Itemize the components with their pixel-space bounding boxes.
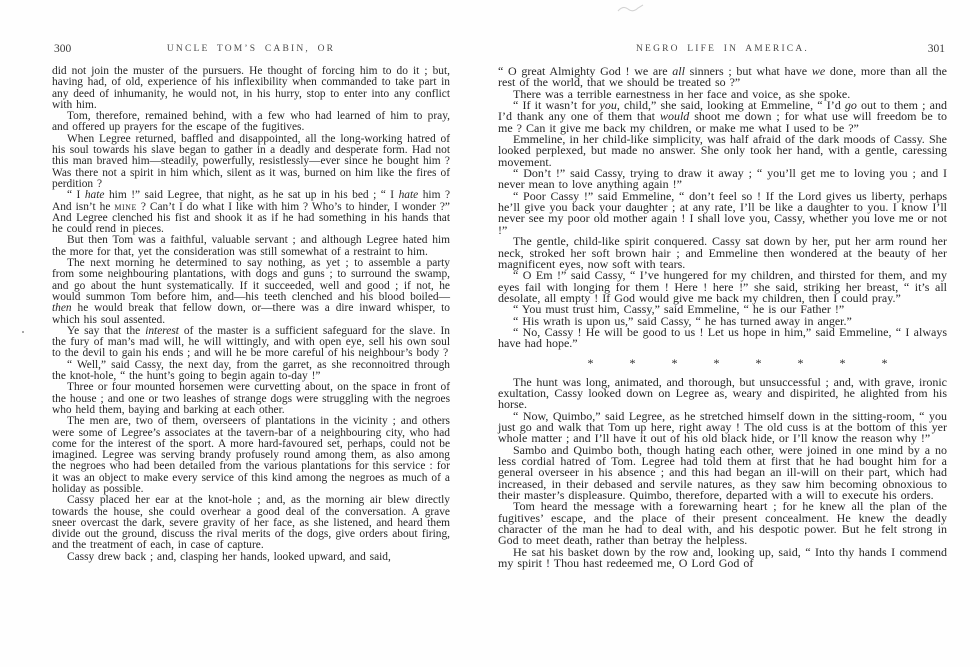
paragraph: There was a terrible earnestness in her face and voice, as she spoke.	[513, 86, 851, 101]
left-page-number: 300	[54, 43, 72, 55]
paragraph: Cassy placed her ear at the knot-hole ; and, as the morning air blew directly towards the house, she could overhear a good deal of the conversation. A grave sneer overcast the dark, severe gravity of her face, as she listened, and heard them divide out the ground, discuss the rival merits of the dogs, give orders about firing, and the treatment of each, in case of capture.	[52, 494, 450, 552]
paragraph: “ You must trust him, Cassy,” said Emmeline, “ he is our Father !”	[513, 302, 845, 317]
scan-speck	[22, 331, 24, 333]
section-break-asterisks: * * * * * * * *	[587, 355, 888, 370]
paragraph: did not join the muster of the pursuers. He thought of forcing him to do it ; but, having had, of old, experience of his inflexibility when commanded to take part in any deed of inhumanity, he would not, in his hurry, stop to enter into any conflict with him.	[52, 65, 450, 111]
paragraph: “ Now, Quimbo,” said Legree, as he stretched himself down in the sitting-room, “ you just go and walk that Tom up here, right away ! The old cuss is at the bottom of this yer whole matter ; and I’ll have it out of his old black hide, or I’ll know the reason why !”	[498, 408, 947, 446]
paragraph: Tom heard the message with a forewarning heart ; for he knew all the plan of the fugitives’ escape, and the place of their present concealment. He knew the deadly character of the man he had to deal with, and his despotic power. But he felt strong in God to meet death, rather than betray the helpless.	[498, 499, 947, 548]
paragraph: “ If it wasn’t for you, child,” she said, looking at Emmeline, “ I’d go out to them ; and I’d thank any one of them that would shoot me down ; for what use will freedom be to me ? Can it give me back my children, or make me what I used to be ?”	[498, 98, 947, 135]
paragraph: Emmeline, in her child-like simplicity, was half afraid of the dark moods of Cassy. She looked perplexed, but made no answer. She only took her hand, with a gentle, caressing movement.	[498, 132, 947, 169]
paragraph: “ O Em !” said Cassy, “ I’ve hungered for my children, and thirsted for them, and my eyes fail with longing for them ! Here ! here !” she said, striking her breast, “ it’s all desolate, all empty ! If God would give me back my children, then I could pray.”	[498, 268, 947, 305]
paragraph: When Legree returned, baffled and disappointed, all the long-working hatred of his soul towards his slave began to gather in a deadly and desperate form. Had not this man braved him—steadily, powerfully, resistlessly—ever since he bought him ? Was there not a spirit in him which, silent as it was, burned on him like the fires of perdition ?	[52, 132, 450, 190]
paragraph: “ O great Almighty God ! we are all sinners ; but what have we done, more than all the rest of the world, that we should be treated so ?”	[498, 64, 947, 90]
right-page-number: 301	[927, 43, 945, 55]
paragraph: He sat his basket down by the row and, looking up, said, “ Into thy hands I commend my spirit ! Thou hast redeemed me, O Lord God of	[498, 544, 947, 571]
paragraph: The next morning he determined to say nothing, as yet ; to assemble a party from some neighbouring plantations, with dogs and guns ; to surround the swamp, and go about the hunt systematically. If it succeeded, well and good ; if not, he would summon Tom before him, and—his teeth clenched and his blood boiled—then he would break that fellow down, or—there was a dire inward whisper, to which his soul assented.	[52, 257, 450, 326]
right-running-title: NEGRO LIFE IN AMERICA.	[636, 44, 809, 54]
paragraph: But then Tom was a faithful, valuable servant ; and although Legree hated him the more for that, yet the consideration was still somewhat of a restraint to him.	[52, 234, 450, 258]
right-page	[498, 44, 947, 569]
paragraph: Tom, therefore, remained behind, with a few who had learned of him to pray, and offered up prayers for the escape of the fugitives.	[52, 110, 450, 134]
paragraph: “ His wrath is upon us,” said Cassy, “ he has turned away in anger.”	[513, 313, 852, 328]
left-page-header	[52, 44, 450, 58]
left-page-text	[52, 66, 450, 563]
paragraph: “ I hate him !” said Legree, that night, as he sat up in his bed ; “ I hate him ? And isn’t he mine ? Can’t I do what I like with him ? Who’s to hinder, I wonder ?” And Legree clenched his fist and shook it as if he had something in his hands that he could rend in pieces.	[52, 189, 450, 236]
paragraph: Sambo and Quimbo both, though hating each other, were joined in one mind by a no less cordial hatred of Tom. Legree had told them at first that he had bought him for a general overseer in his absence ; and this had began an ill-will on their part, which had increased, in their debased and servile natures, as they saw him becoming obnoxious to their master’s displeasure. Quimbo, therefore, departed with a will to execute his orders.	[498, 442, 947, 503]
left-running-title: UNCLE TOM’S CABIN, OR	[166, 44, 336, 54]
paragraph: The hunt was long, animated, and thorough, but unsuccessful ; and, with grave, ironic exultation, Cassy looked down on Legree as, weary and dispirited, he alighted from his horse.	[498, 374, 947, 412]
right-page-header	[498, 44, 947, 58]
paragraph: Cassy drew back ; and, clasping her hands, looked upward, and said,	[67, 550, 391, 563]
right-page-text-top	[498, 66, 947, 350]
paragraph: Ye say that the interest of the master is a sufficient safeguard for the slave. In the fury of man’s mad will, he will wittingly, and with open eye, sell his own soul to the devil to gain his ends ; and will he be more careful of his neighbour’s body ?	[52, 324, 450, 360]
pencil-scribble-mark	[616, 2, 646, 16]
paragraph: “ No, Cassy ! He will be good to us ! Let us hope in him,” said Emmeline, “ I always have had hope.”	[498, 324, 947, 351]
left-page	[52, 44, 450, 563]
paragraph: “ Well,” said Cassy, the next day, from the garret, as she reconnoitred through the knot-hole, “ the hunt’s going to begin again to-day !”	[52, 358, 450, 383]
paragraph: The men are, two of them, overseers of plantations in the vicinity ; and others were some of Legree’s associates at the tavern-bar of a neighbouring city, who had come for the interest of the sport. A more hard-favoured set, perhaps, could not be imagined. Legree was serving brandy profusely round among them, as also among the negroes who had been detailed from the various plantations for this service : for it was an object to make every service of this kind among the negroes as much of a holiday as possible.	[52, 415, 450, 495]
paragraph: Three or four mounted horsemen were curvetting about, on the space in front of the house ; and one or two leashes of strange dogs were struggling with the negroes who held them, baying and barking at each other.	[52, 381, 450, 416]
right-page-text-bottom	[498, 374, 947, 571]
paragraph: “ Don’t !” said Cassy, trying to draw it away ; “ you’ll get me to loving you ; and I never mean to love anything again !”	[498, 166, 947, 192]
paragraph: “ Poor Cassy !” said Emmeline, “ don’t feel so ! If the Lord gives us liberty, perhaps he’ll give you back your daughter ; at any rate, I’ll be like a daughter to you. I know I’ll never see my poor old mother again ! I shall love you, Cassy, whether you love me or not !”	[498, 188, 947, 237]
paragraph: The gentle, child-like spirit conquered. Cassy sat down by her, put her arm round her neck, stroked her soft brown hair ; and Emmeline then wondered at the beauty of her magnificent eyes, now soft with tears.	[498, 234, 947, 271]
